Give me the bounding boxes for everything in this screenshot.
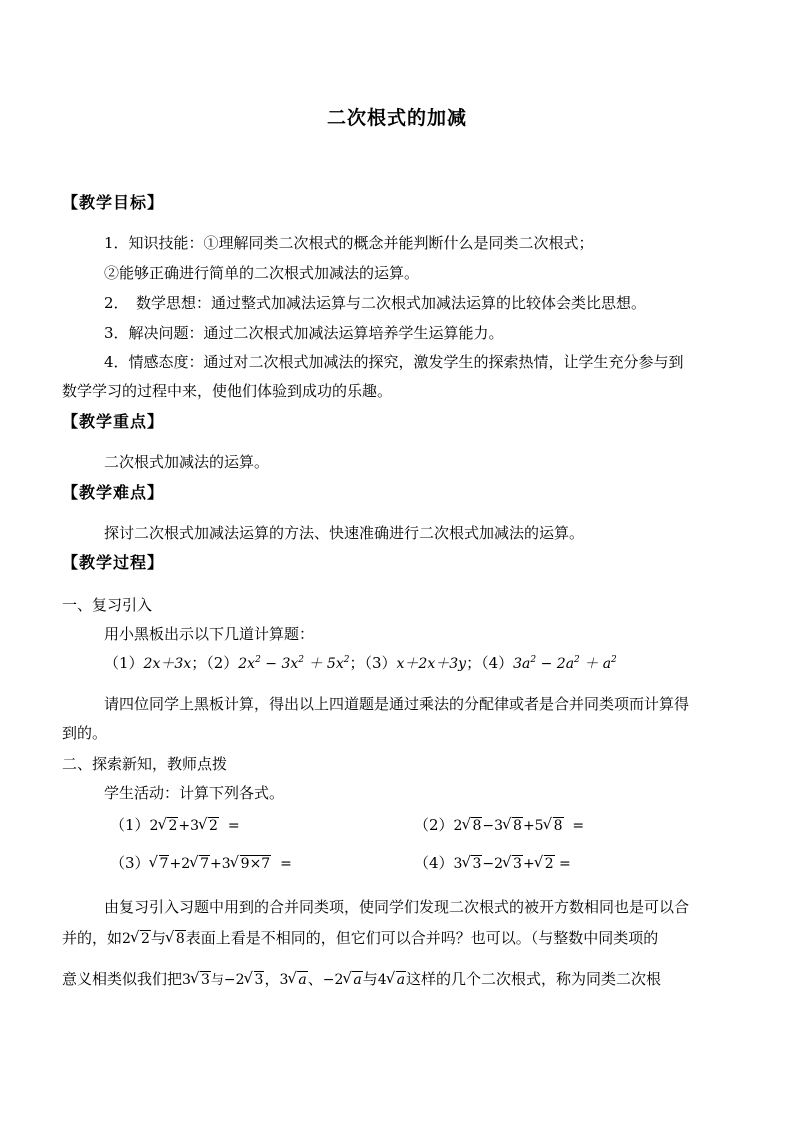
process-heading: 【教学过程】	[62, 553, 165, 572]
q1-label: （1）	[104, 654, 144, 672]
goals-heading: 【教学目标】	[62, 193, 165, 212]
section-2-title: 二、探索新知，教师点拨	[62, 755, 228, 773]
paragraph-line-3: 意义相类似我们把3√ 3与−2√ 3，3√ a、−2√ a与4√ a这样的几个二次根式，称为同类二次根	[62, 969, 661, 991]
review-questions	[104, 653, 617, 674]
section-1-title: 一、复习引入	[62, 596, 153, 614]
goal-item-3: 3．解决问题：通过二次根式加减法运算培养学生运算能力。	[104, 324, 504, 342]
difficulty-heading: 【教学难点】	[62, 483, 165, 502]
q4-label: ；（4）	[466, 654, 514, 672]
q2-expr: $2x^2 - 3x^2 + 5x^2$	[238, 655, 350, 672]
exercise-4: （4）3√ 3−2√ 3+√ 2 =	[414, 853, 571, 874]
goal-item-4a: 4．情感态度：通过对二次根式加减法的探究，激发学生的探索热情，让学生充分参与到	[104, 353, 684, 371]
goal-item-4b: 数学学习的过程中来，使他们体验到成功的乐趣。	[62, 382, 393, 400]
exercise-3: （3）√ 7+2√ 7+3√ 9×7 =	[110, 853, 292, 874]
exercise-1: （1）2√ 2+3√ 2 =	[110, 815, 240, 836]
key-point-heading: 【教学重点】	[62, 412, 165, 431]
paragraph-line-1: 由复习引入习题中用到的合并同类项，使同学们发现二次根式的被开方数相同也是可以合	[104, 898, 690, 916]
section-1-result-a: 请四位同学上黑板计算，得出以上四道题是通过乘法的分配律或者是合并同类项而计算得	[104, 695, 690, 713]
document-title: 二次根式的加减	[326, 107, 467, 129]
section-1-result-b: 到的。	[62, 724, 108, 742]
q2-label: ；（2）	[191, 654, 239, 672]
q3-expr: x＋2x＋3y	[396, 656, 467, 672]
q3-label: ；（3）	[349, 654, 397, 672]
section-1-intro: 用小黑板出示以下几道计算题：	[104, 625, 315, 643]
difficulty-text: 探讨二次根式加减法运算的方法、快速准确进行二次根式加减法的运算。	[104, 524, 585, 542]
q4-expr: $3a^2 - 2a^2 + a^2$	[513, 655, 617, 672]
section-2-intro: 学生活动：计算下列各式。	[104, 784, 285, 802]
paragraph-line-2: 并的，如2√ 2与√ 8表面上看是不相同的，但它们可以合并吗？也可以。（与整数中同类项的	[62, 928, 658, 949]
goal-item-1a: 1．知识技能：①理解同类二次根式的概念并能判断什么是同类二次根式；	[104, 234, 594, 252]
exercise-2: （2）2√ 8−3√ 8+5√ 8 =	[414, 815, 584, 836]
q1-expr: 2x＋3x	[143, 656, 192, 672]
key-point-text: 二次根式加减法的运算。	[104, 453, 270, 471]
goal-item-1b: ②能够正确进行简单的二次根式加减法的运算。	[104, 264, 420, 282]
goal-item-2: 2． 数学思想：通过整式加减法运算与二次根式加减法运算的比较体会类比思想。	[104, 294, 647, 312]
